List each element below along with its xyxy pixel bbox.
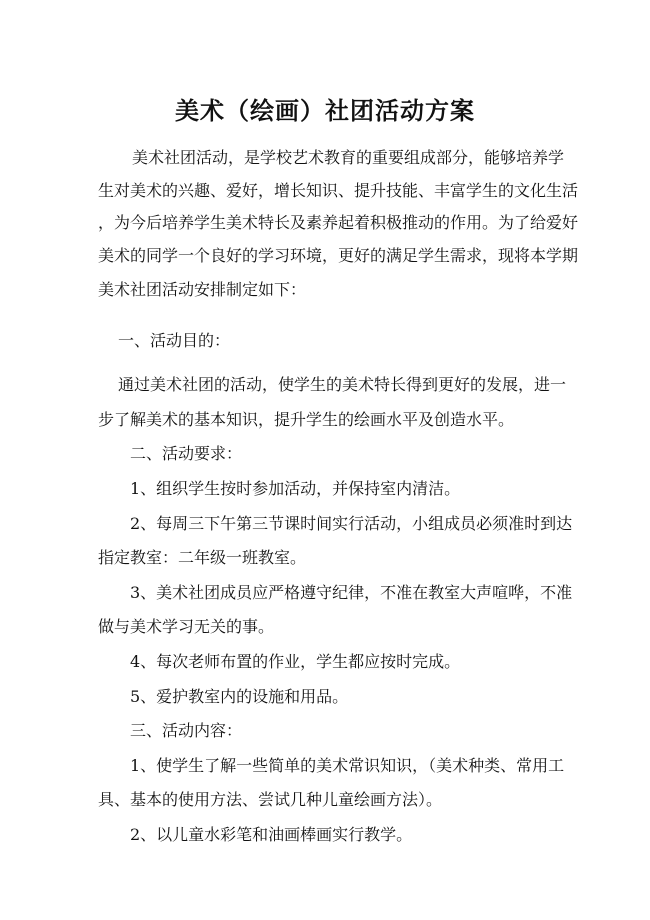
list-item: 2、每周三下午第三节课时间实行活动，小组成员必须准时到达 xyxy=(130,514,573,533)
section-heading: 一、活动目的： xyxy=(118,331,231,350)
list-item: 具、基本的使用方法、尝试几种儿童绘画方法）。 xyxy=(98,790,443,809)
paragraph-line: 步了解美术的基本知识，提升学生的绘画水平及创造水平。 xyxy=(98,410,515,429)
document-title: 美术（绘画）社团活动方案 xyxy=(175,96,475,125)
list-item: 5、爱护教室内的设施和用品。 xyxy=(130,687,349,706)
list-item: 4、每次老师布置的作业，学生都应按时完成。 xyxy=(130,652,461,671)
section-heading: 二、活动要求： xyxy=(130,444,243,463)
paragraph-line: 生对美术的兴趣、爱好，增长知识、提升技能、丰富学生的文化生活 xyxy=(98,181,579,200)
paragraph-line: 美术社团活动安排制定如下： xyxy=(98,280,307,299)
section-heading: 三、活动内容： xyxy=(130,721,243,740)
paragraph-line: 美术的同学一个良好的学习环境，更好的满足学生需求，现将本学期 xyxy=(98,246,579,265)
paragraph-line: 美术社团活动，是学校艺术教育的重要组成部分，能够培养学 xyxy=(132,148,565,167)
list-item: 2、以儿童水彩笔和油画棒画实行教学。 xyxy=(130,825,413,844)
list-item: 1、使学生了解一些简单的美术常识知识，（美术种类、常用工 xyxy=(130,756,565,775)
list-item: 3、美术社团成员应严格遵守纪律，不准在教室大声喧哗，不准 xyxy=(130,583,573,602)
list-item: 做与美术学习无关的事。 xyxy=(98,617,275,636)
list-item: 1、组织学生按时参加活动，并保持室内清洁。 xyxy=(130,479,461,498)
list-item: 指定教室：二年级一班教室。 xyxy=(98,548,307,567)
paragraph-line: 通过美术社团的活动，使学生的美术特长得到更好的发展，进一 xyxy=(118,375,567,394)
paragraph-line: ，为今后培养学生美术特长及素养起着积极推动的作用。为了给爱好 xyxy=(98,213,579,232)
